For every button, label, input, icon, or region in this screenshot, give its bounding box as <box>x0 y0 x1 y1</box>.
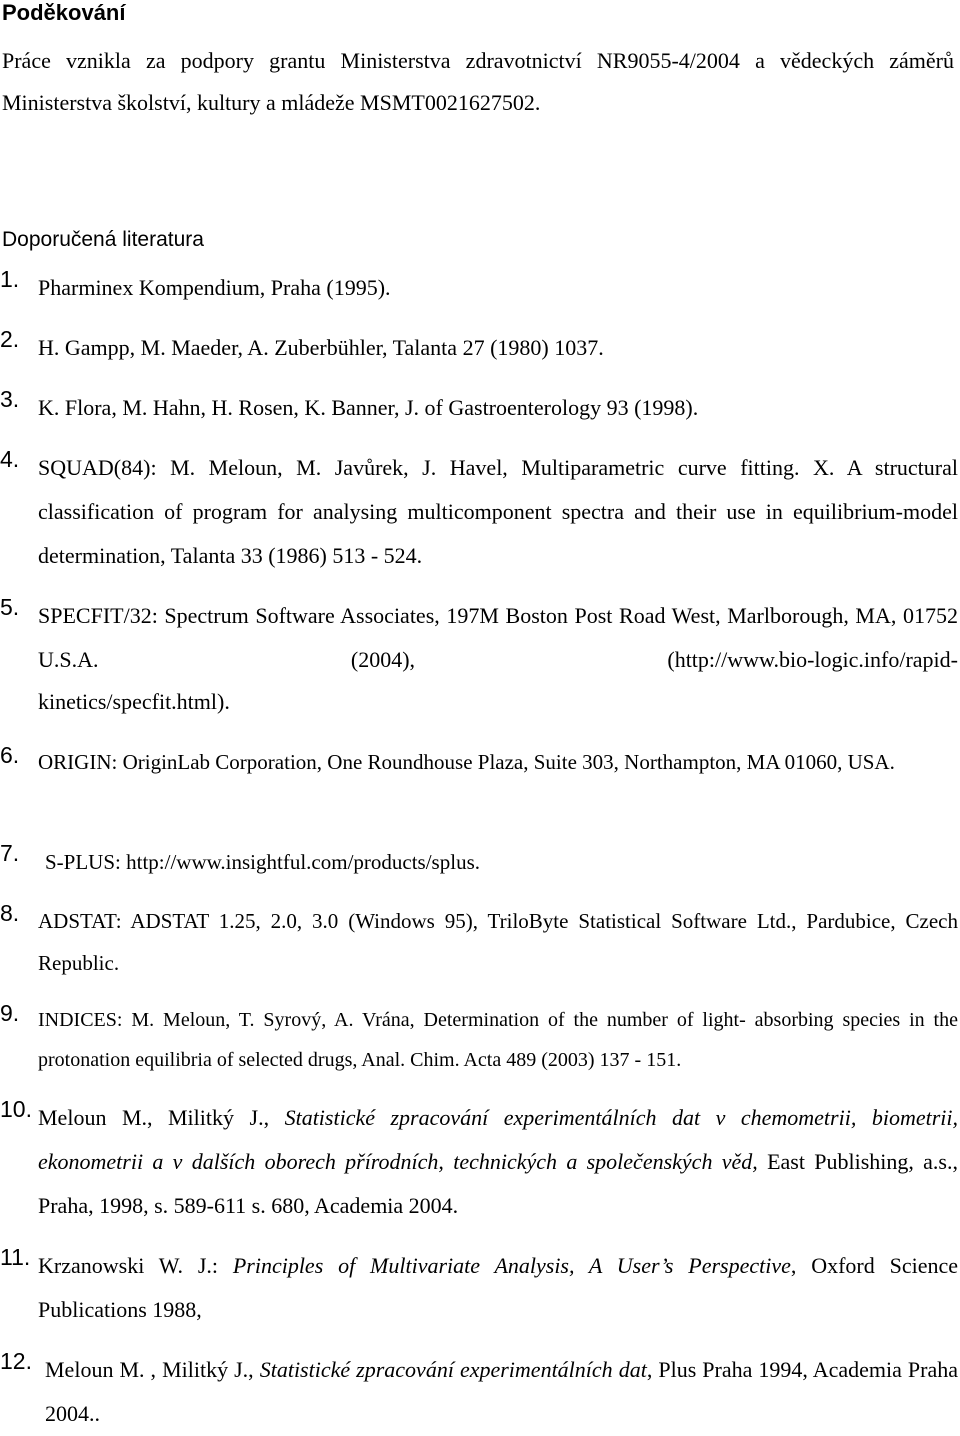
reference-number: 9. <box>0 1000 20 1026</box>
reference-text <box>38 1244 958 1332</box>
literature-heading: Doporučená literatura <box>2 228 204 251</box>
reference-number: 10. <box>0 1096 32 1122</box>
reference-authors: Krzanowski W. J.: <box>38 1253 233 1278</box>
reference-3 <box>0 386 958 430</box>
reference-4 <box>0 446 958 578</box>
reference-8 <box>0 900 958 984</box>
reference-text: SPECFIT/32: Spectrum Software Associates, 197M Boston Post Road West, Marlborough, MA, 01752 U.S.A. (2004), (http://www.bio-logic.info/rapid- <box>38 603 958 672</box>
reference-title: Statistické zpracování experimentálních dat <box>259 1357 647 1382</box>
reference-text <box>38 1096 958 1228</box>
reference-text: K. Flora, M. Hahn, H. Rosen, K. Banner, J. of Gastroenterology 93 (1998). <box>38 395 699 420</box>
reference-number: 12. <box>0 1348 32 1374</box>
reference-number: 5. <box>0 594 20 620</box>
reference-number: 3. <box>0 386 20 412</box>
reference-11 <box>0 1244 958 1332</box>
reference-number: 2. <box>0 326 20 352</box>
acknowledgement-text: Práce vznikla za podpory grantu Ministerstva zdravotnictví NR9055-4/2004 a vědeckých záměrů Ministerstva školství, kultury a mládeže MSMT0021627502. <box>2 48 954 115</box>
reference-1 <box>0 266 958 310</box>
reference-text: SQUAD(84): M. Meloun, M. Javůrek, J. Havel, Multiparametric curve fitting. X. A structural classification of program for analysing multicomponent spectra and their use in equilibrium-model determination, Talanta 33 (1986) 513 - 524. <box>38 455 958 568</box>
reference-text: ORIGIN: OriginLab Corporation, One Roundhouse Plaza, Suite 303, Northampton, MA 01060, USA. <box>38 750 895 774</box>
reference-6 <box>0 742 958 782</box>
reference-9 <box>0 1000 958 1080</box>
reference-title: Principles of Multivariate Analysis, A User’s Perspective <box>232 1253 791 1278</box>
reference-number: 1. <box>0 266 20 292</box>
reference-number: 4. <box>0 446 20 472</box>
reference-5 <box>0 594 958 724</box>
reference-text: Pharminex Kompendium, Praha (1995). <box>38 275 391 300</box>
reference-2 <box>0 326 958 370</box>
reference-publisher: East Publishing, a.s., Praha, 1998, s. 589-611 s. 680, Academia 2004. <box>38 1149 958 1218</box>
reference-text: S-PLUS: http://www.insightful.com/products/splus. <box>45 850 480 874</box>
reference-number: 11. <box>0 1244 31 1270</box>
reference-publisher: , Oxford Science Publications 1988, <box>38 1253 958 1322</box>
reference-7 <box>0 840 958 884</box>
reference-number: 7. <box>0 840 20 866</box>
reference-12 <box>0 1348 958 1436</box>
reference-text <box>45 1348 958 1436</box>
reference-publisher: , Plus Praha 1994, Academia Praha 2004.. <box>45 1357 959 1426</box>
reference-text: ADSTAT: ADSTAT 1.25, 2.0, 3.0 (Windows 95), TriloByte Statistical Software Ltd., Pardubice, Czech Republic. <box>38 909 958 975</box>
reference-10 <box>0 1096 958 1228</box>
reference-number: 8. <box>0 900 20 926</box>
reference-authors: Meloun M. , Militký J., <box>45 1357 260 1382</box>
reference-authors: Meloun M., Militký J., <box>38 1105 285 1130</box>
reference-text-continuation: kinetics/specfit.html). <box>38 689 230 714</box>
acknowledgement-heading: Poděkování <box>2 0 126 25</box>
reference-title: Statistické zpracování experimentálních dat v chemometrii, biometrii, ekonometrii a v dalších oborech přírodních, technických a společenských věd, <box>38 1105 958 1174</box>
reference-text: INDICES: M. Meloun, T. Syrový, A. Vrána, Determination of the number of light- absorbing species in the protonation equilibria of selected drugs, Anal. Chim. Acta 489 (2003) 137 - 151. <box>38 1009 958 1071</box>
reference-number: 6. <box>0 742 20 768</box>
reference-text: H. Gampp, M. Maeder, A. Zuberbühler, Talanta 27 (1980) 1037. <box>38 335 604 360</box>
